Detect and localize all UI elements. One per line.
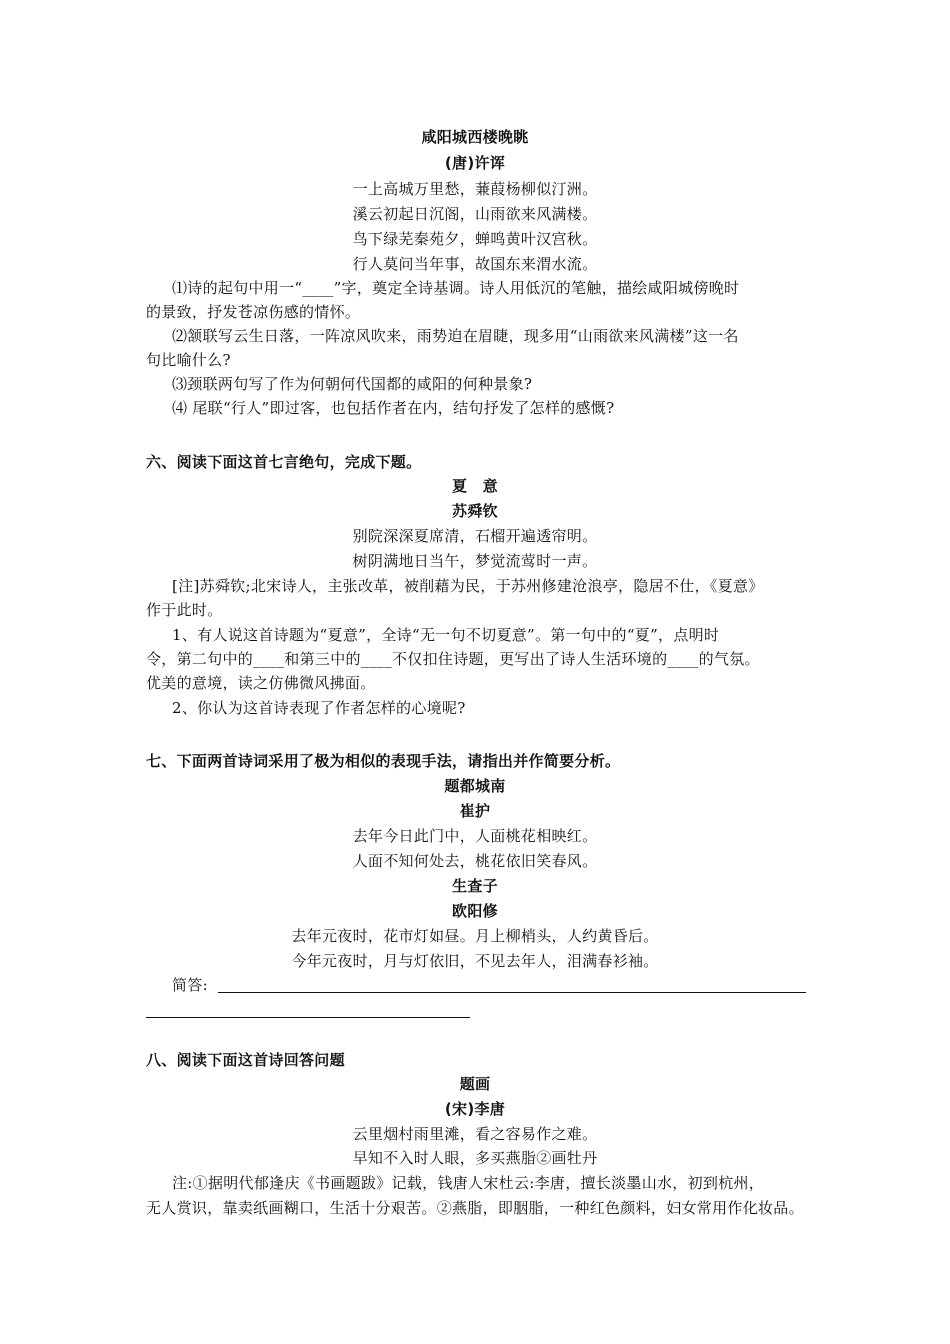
- question-text: 令，第二句中的____和第三中的____不仅扣住诗题，更写出了诗人生活环境的____的气氛。: [146, 650, 760, 668]
- answer-blank-line[interactable]: [218, 992, 806, 993]
- poem-line: 一上高城万里愁，蒹葭杨柳似汀洲。: [352, 180, 598, 198]
- question-text: 1、有人说这首诗题为“夏意”，全诗“无一句不切夏意”。第一句中的“夏”，点明时: [172, 626, 720, 644]
- question-text: ⑴诗的起句中用一“____”字，奠定全诗基调。诗人用低沉的笔触，描绘咸阳城傍晚时: [172, 279, 740, 297]
- section-heading: 八、阅读下面这首诗回答问题: [146, 1051, 345, 1069]
- poem-line: 树阴满地日当午，梦觉流莺时一声。: [352, 552, 598, 570]
- poem-line: 别院深深夏席清，石榴开遍透帘明。: [352, 527, 598, 545]
- poem-author: (唐)许诨: [444, 154, 506, 172]
- question-text: 的景致，抒发苍凉伤感的情怀。: [146, 303, 361, 321]
- poem-author: 欧阳修: [452, 902, 498, 920]
- question-text: 2、你认为这首诗表现了作者怎样的心境呢?: [172, 699, 466, 717]
- note-text: 作于此时。: [146, 601, 223, 619]
- poem-author: 崔护: [459, 802, 491, 820]
- poem-author: (宋)李唐: [444, 1100, 506, 1118]
- poem-line: 去年元夜时，花市灯如昼。月上柳梢头，人约黄昏后。: [291, 927, 659, 945]
- poem-author: 苏舜钦: [452, 502, 498, 520]
- question-text: 句比喻什么?: [146, 351, 231, 369]
- poem-line: 去年今日此门中，人面桃花相映红。: [352, 827, 598, 845]
- question-text: ⑷ 尾联“行人”即过客，也包括作者在内，结句抒发了怎样的感慨?: [172, 399, 615, 417]
- question-text: ⑵颔联写云生日落，一阵凉风吹来，雨势迫在眉睫，现多用“山雨欲来风满楼”这一名: [172, 327, 739, 345]
- poem-line: 溪云初起日沉阁，山雨欲来风满楼。: [352, 205, 598, 223]
- answer-blank-line[interactable]: [146, 1017, 470, 1018]
- poem-title: 生查子: [452, 877, 498, 895]
- poem-title: 咸阳城西楼晚眺: [421, 128, 529, 146]
- poem-title: 夏 意: [452, 477, 498, 495]
- poem-line: 今年元夜时，月与灯依旧，不见去年人，泪满春衫袖。: [291, 952, 659, 970]
- section-heading: 七、下面两首诗词采用了极为相似的表现手法，请指出并作简要分析。: [146, 752, 621, 770]
- poem-line: 云里烟村雨里滩，看之容易作之难。: [352, 1125, 598, 1143]
- poem-line: 人面不知何处去，桃花依旧笑春风。: [352, 852, 598, 870]
- question-text: ⑶颈联两句写了作为何朝何代国都的咸阳的何种景象?: [172, 375, 533, 393]
- poem-title: 题画: [459, 1075, 491, 1093]
- poem-line: 早知不入时人眼，多买燕脂②画牡丹: [352, 1149, 598, 1167]
- note-text: 无人赏识，靠卖纸画糊口，生活十分艰苦。②燕脂，即胭脂，一种红色颜料，妇女常用作化妆品。: [146, 1199, 804, 1217]
- question-text: 优美的意境，读之仿佛微风拂面。: [146, 674, 376, 692]
- note-text: [注]苏舜钦;北宋诗人，主张改革，被削藉为民，于苏州修建沧浪亭，隐居不仕，《夏意》: [172, 577, 764, 595]
- poem-line: 鸟下绿芜秦苑夕，蝉鸣黄叶汉宫秋。: [352, 230, 598, 248]
- section-heading: 六、阅读下面这首七言绝句，完成下题。: [146, 453, 422, 471]
- poem-line: 行人莫问当年事，故国东来渭水流。: [352, 255, 598, 273]
- poem-title: 题都城南: [444, 777, 506, 795]
- answer-label: 简答:: [172, 976, 208, 994]
- note-text: 注:①据明代郁逢庆《书画题跋》记载，钱唐人宋杜云:李唐，擅长淡墨山水，初到杭州，: [172, 1174, 765, 1192]
